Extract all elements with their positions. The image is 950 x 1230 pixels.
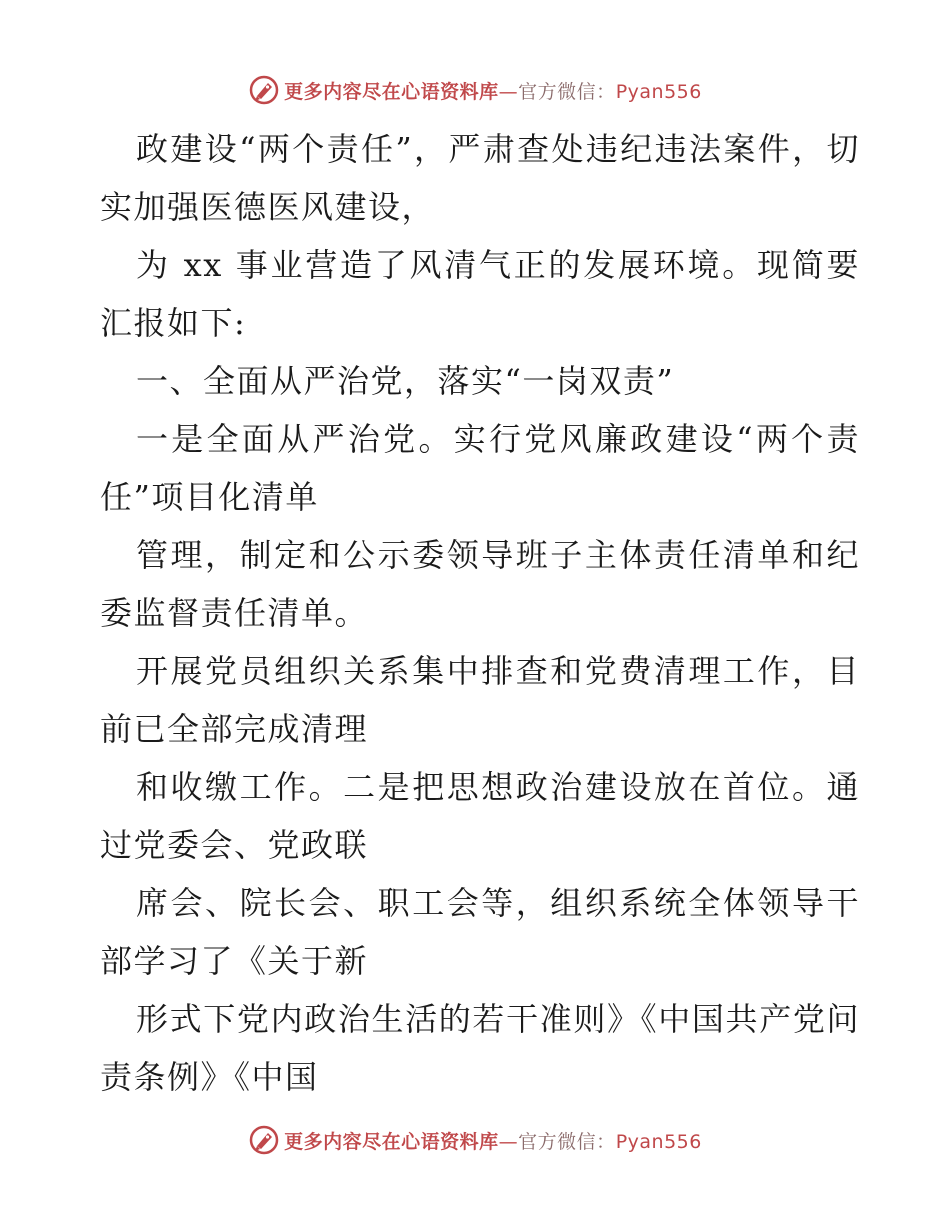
header-account: Pyan556 bbox=[615, 80, 702, 103]
pen-nib-logo-icon bbox=[248, 74, 280, 106]
document-body bbox=[100, 120, 860, 1106]
paragraph-7: 席会、院长会、职工会等，组织系统全体领导干部学习了《关于新 bbox=[100, 884, 860, 980]
pen-nib-logo-icon bbox=[248, 1124, 280, 1156]
paragraph-3: 一是全面从严治党。实行党风廉政建设“两个责任”项目化清单 bbox=[100, 420, 860, 516]
footer-channel: 官方微信： bbox=[518, 1130, 616, 1153]
header-channel: 官方微信： bbox=[518, 80, 616, 103]
paragraph-1: 政建设“两个责任”，严肃查处违纪违法案件，切实加强医德医风建设， bbox=[100, 130, 860, 226]
header-separator: — bbox=[498, 80, 519, 103]
paragraph-6: 和收缴工作。二是把思想政治建设放在首位。通过党委会、党政联 bbox=[100, 768, 860, 864]
paragraph-5: 开展党员组织关系集中排查和党费清理工作，目前已全部完成清理 bbox=[100, 652, 860, 748]
header-banner bbox=[0, 70, 950, 110]
footer-banner bbox=[0, 1120, 950, 1160]
footer-banner-text bbox=[284, 1127, 702, 1154]
paragraph-8: 形式下党内政治生活的若干准则》《中国共产党问责条例》《中国 bbox=[100, 1000, 860, 1096]
footer-separator: — bbox=[498, 1130, 519, 1153]
header-brand: 更多内容尽在心语资料库 bbox=[284, 80, 499, 103]
paragraph-2: 为 xx 事业营造了风清气正的发展环境。现简要汇报如下: bbox=[100, 246, 860, 342]
footer-account: Pyan556 bbox=[615, 1130, 702, 1153]
paragraph-4: 管理，制定和公示委领导班子主体责任清单和纪委监督责任清单。 bbox=[100, 536, 860, 632]
section-heading-1: 一、全面从严治党，落实“一岗双责” bbox=[136, 362, 675, 400]
header-banner-text bbox=[284, 77, 702, 104]
footer-brand: 更多内容尽在心语资料库 bbox=[284, 1130, 499, 1153]
